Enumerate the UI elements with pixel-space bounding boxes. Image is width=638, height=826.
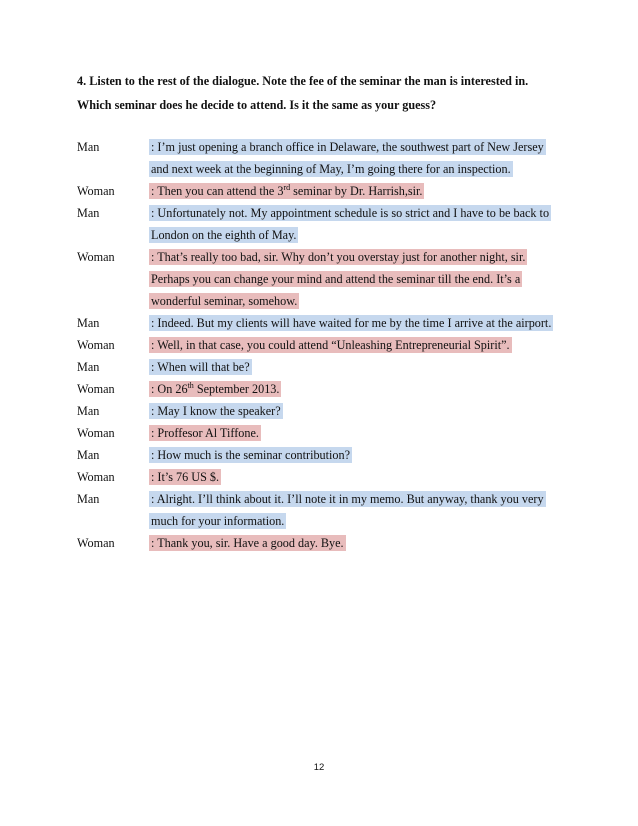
dialogue-turn [77, 422, 577, 444]
utterance-line [149, 268, 577, 290]
dialogue-turn [77, 444, 577, 466]
utterance-line [149, 532, 577, 554]
utterance-line [149, 246, 577, 268]
utterance [149, 246, 577, 312]
question-line-1: 4. Listen to the rest of the dialogue. Note the fee of the seminar the man is interested in. [77, 74, 529, 88]
highlighted-text: : May I know the speaker? [151, 404, 281, 418]
utterance [149, 202, 577, 246]
utterance [149, 466, 577, 488]
utterance [149, 488, 577, 532]
highlighted-text: : It’s 76 US $. [151, 470, 220, 484]
highlighted-text: Perhaps you can change your mind and attend the seminar till the end. It’s a [151, 272, 521, 286]
utterance-line [149, 488, 577, 510]
dialogue-turn [77, 378, 577, 400]
speaker-label: Woman [77, 250, 115, 264]
dialogue-turn [77, 532, 577, 554]
speaker-label: Woman [77, 338, 115, 352]
utterance [149, 136, 577, 180]
utterance-line [149, 356, 577, 378]
highlighted-text: : Alright. I’ll think about it. I’ll note it in my memo. But anyway, thank you very [151, 492, 544, 506]
utterance [149, 400, 577, 422]
utterance-line [149, 136, 577, 158]
utterance-line [149, 158, 577, 180]
utterance [149, 356, 577, 378]
question-line-2: Which seminar does he decide to attend. Is it the same as your guess? [77, 98, 437, 112]
highlighted-text: wonderful seminar, somehow. [151, 294, 298, 308]
dialogue [77, 136, 577, 554]
utterance [149, 422, 577, 444]
highlighted-text: : On 26th September 2013. [151, 380, 280, 396]
utterance-line [149, 224, 577, 246]
page-number: 12 [313, 762, 325, 773]
dialogue-turn [77, 312, 577, 334]
highlighted-text: : Then you can attend the 3rd seminar by Dr. Harrish,sir. [151, 182, 423, 198]
utterance-line [149, 378, 577, 400]
speaker-label: Woman [77, 536, 115, 550]
utterance-line [149, 180, 577, 202]
speaker-label: Man [77, 448, 100, 462]
highlighted-text: much for your information. [151, 514, 285, 528]
utterance [149, 378, 577, 400]
utterance [149, 532, 577, 554]
utterance-line [149, 510, 577, 532]
utterance [149, 444, 577, 466]
highlighted-text: : When will that be? [151, 360, 250, 374]
dialogue-turn [77, 180, 577, 202]
highlighted-text: : That’s really too bad, sir. Why don’t you overstay just for another night, sir. [151, 250, 526, 264]
highlighted-text: : Thank you, sir. Have a good day. Bye. [151, 536, 344, 550]
dialogue-turn [77, 136, 577, 180]
utterance [149, 180, 577, 202]
utterance-line [149, 202, 577, 224]
speaker-label: Man [77, 404, 100, 418]
speaker-label: Man [77, 206, 100, 220]
highlighted-text: : Indeed. But my clients will have waited for me by the time I arrive at the airport. [151, 316, 552, 330]
dialogue-turn [77, 334, 577, 356]
dialogue-turn [77, 202, 577, 246]
dialogue-turn [77, 400, 577, 422]
dialogue-turn [77, 356, 577, 378]
utterance-line [149, 466, 577, 488]
utterance-line [149, 334, 577, 356]
speaker-label: Woman [77, 470, 115, 484]
utterance [149, 312, 577, 334]
highlighted-text: : Unfortunately not. My appointment schedule is so strict and I have to be back to [151, 206, 550, 220]
utterance [149, 334, 577, 356]
speaker-label: Man [77, 360, 100, 374]
dialogue-turn [77, 246, 577, 312]
utterance-line [149, 422, 577, 444]
highlighted-text: and next week at the beginning of May, I’m going there for an inspection. [151, 162, 511, 176]
utterance-line [149, 400, 577, 422]
dialogue-turn [77, 488, 577, 532]
highlighted-text: : How much is the seminar contribution? [151, 448, 351, 462]
speaker-label: Man [77, 140, 100, 154]
highlighted-text: : I’m just opening a branch office in Delaware, the southwest part of New Jersey [151, 140, 544, 154]
speaker-label: Woman [77, 184, 115, 198]
speaker-label: Woman [77, 382, 115, 396]
utterance-line [149, 290, 577, 312]
utterance-line [149, 312, 577, 334]
highlighted-text: : Well, in that case, you could attend “Unleashing Entrepreneurial Spirit”. [151, 338, 510, 352]
highlighted-text: : Proffesor Al Tiffone. [151, 426, 259, 440]
speaker-label: Man [77, 492, 100, 506]
speaker-label: Man [77, 316, 100, 330]
speaker-label: Woman [77, 426, 115, 440]
highlighted-text: London on the eighth of May. [151, 228, 297, 242]
dialogue-turn [77, 466, 577, 488]
utterance-line [149, 444, 577, 466]
